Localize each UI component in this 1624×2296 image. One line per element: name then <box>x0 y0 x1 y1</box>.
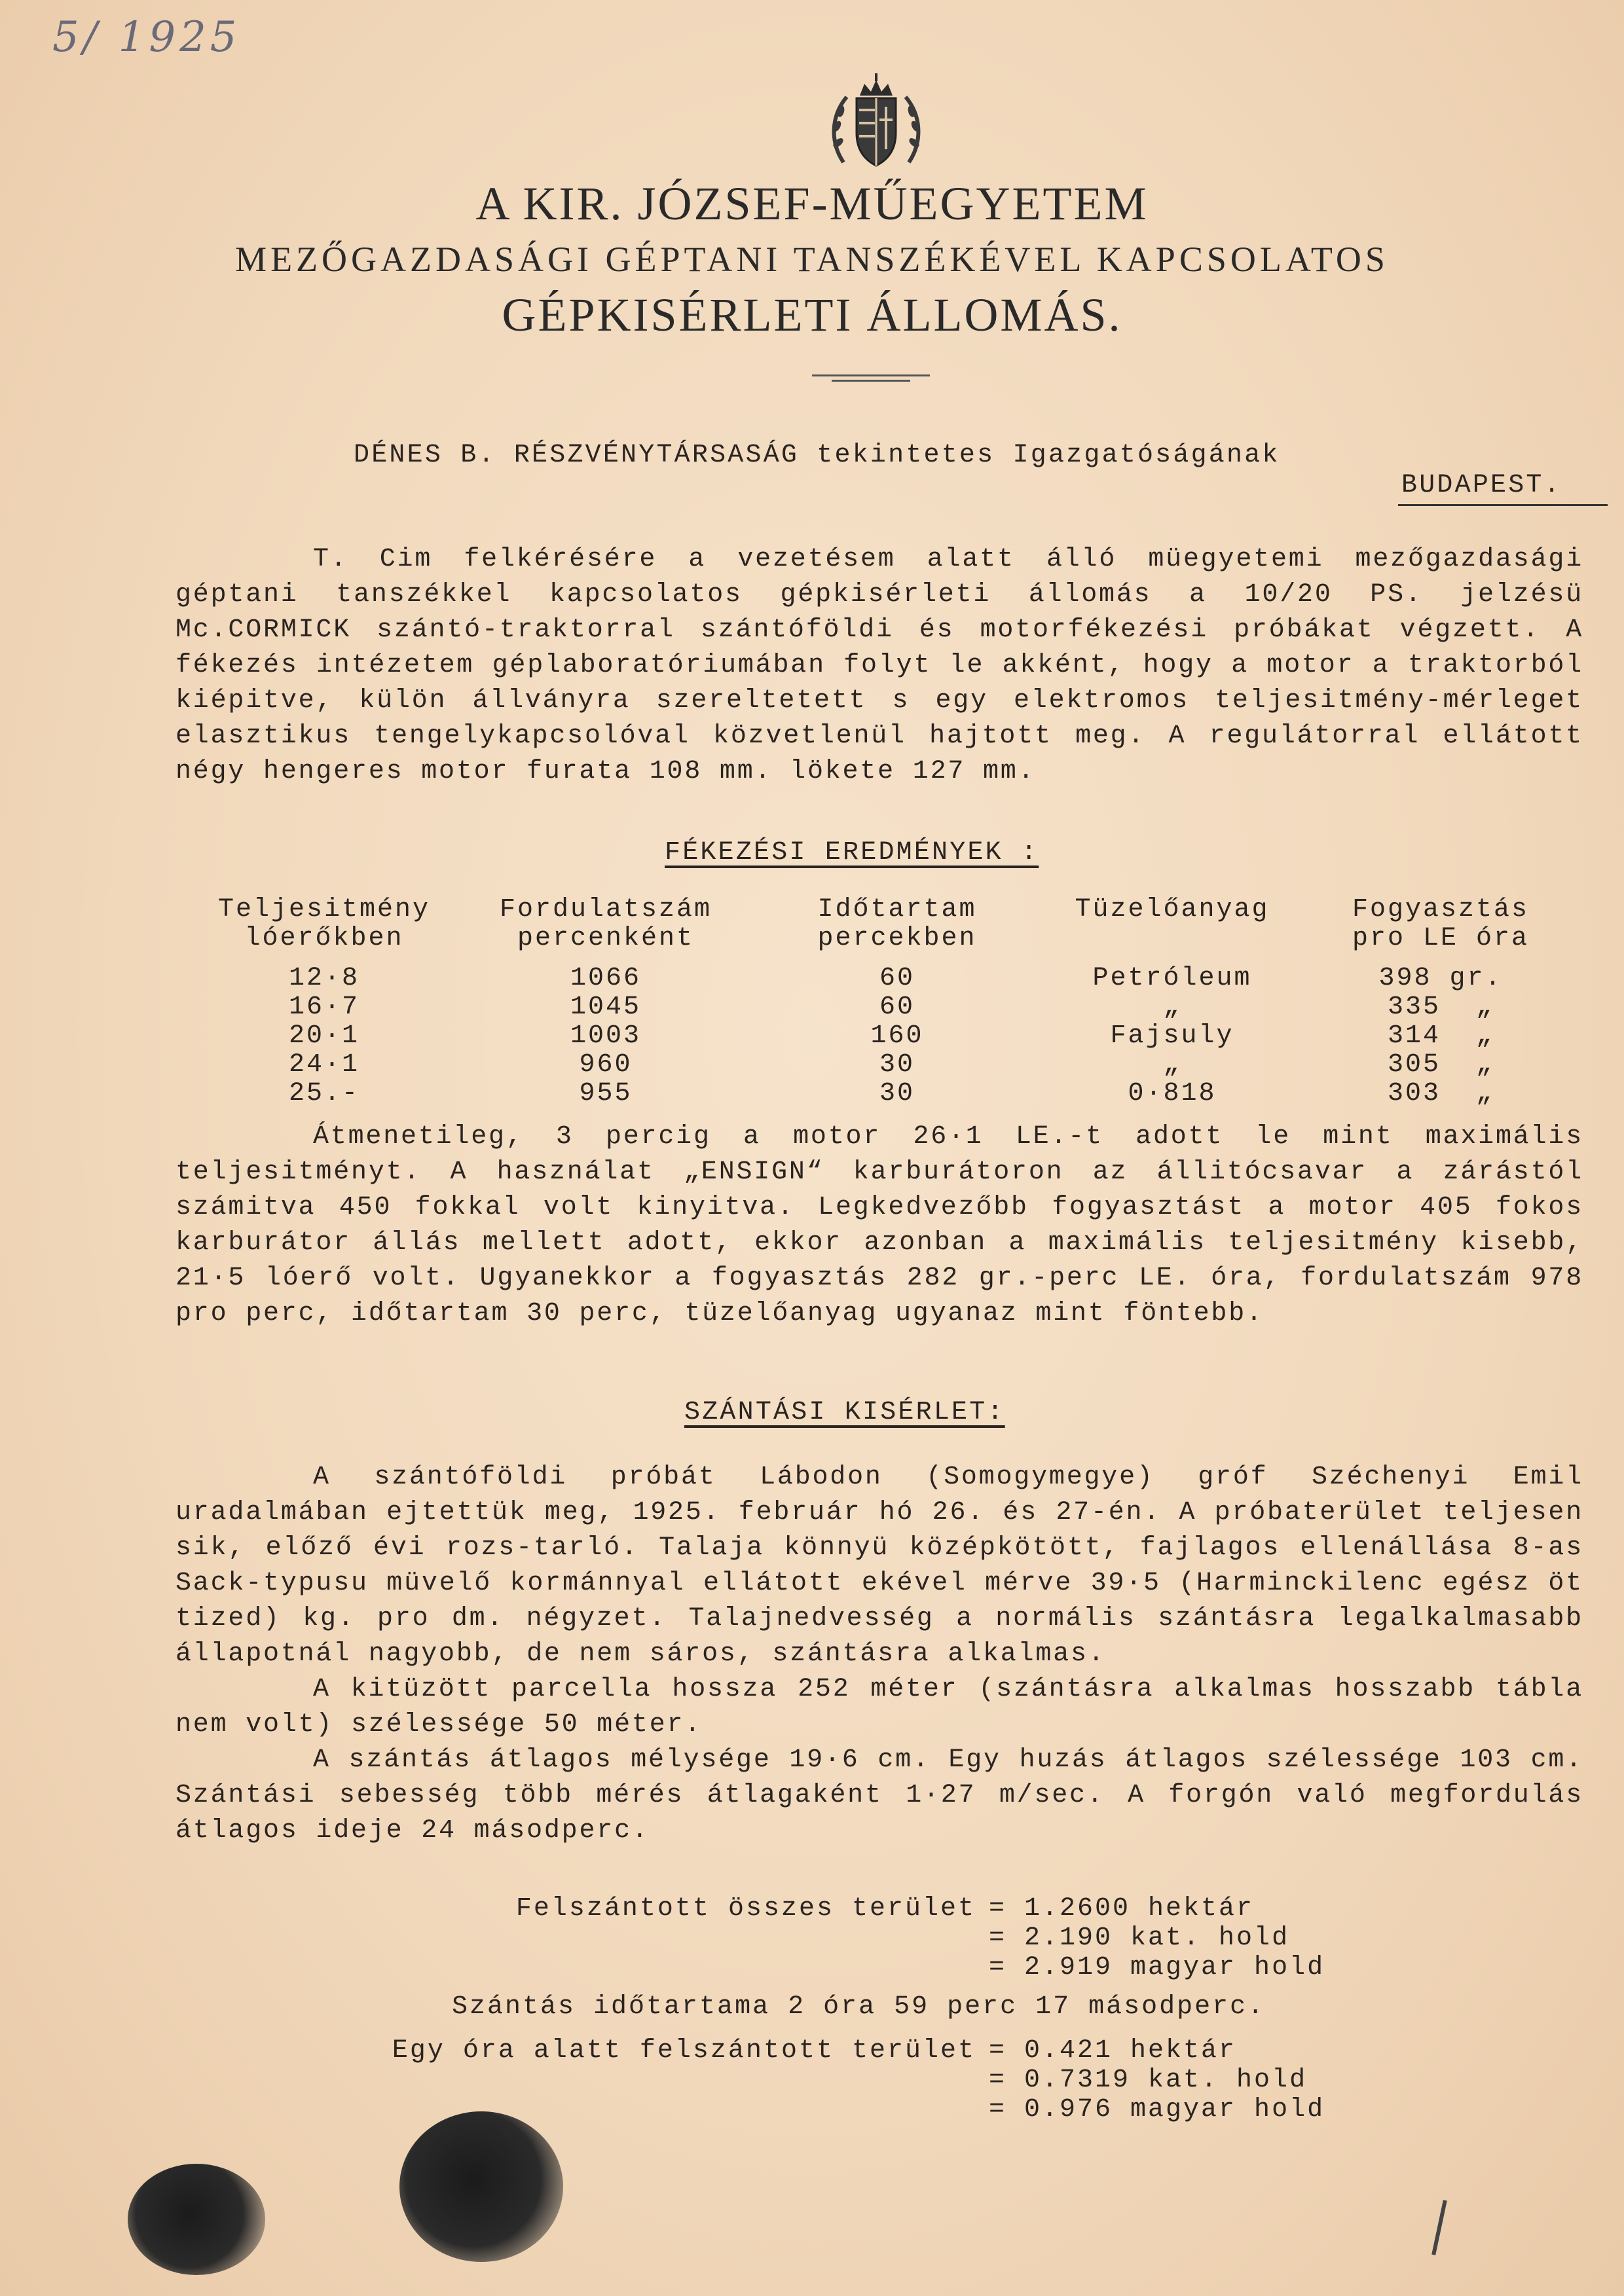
hourly-area-value-3: = 0.976 magyar hold <box>989 2095 1325 2124</box>
total-area-value-2: = 2.190 kat. hold <box>989 1923 1290 1953</box>
total-area-value-1: = 1.2600 hektár <box>989 1894 1255 1923</box>
cell-duration: 160 <box>870 1021 924 1051</box>
total-area-label: Felszántott összes terület <box>515 1894 976 1923</box>
addressee-name: DÉNES B. RÉSZVÉNYTÁRSASÁG tekintetes Igazgatóságának <box>354 441 1280 470</box>
header-performance: Teljesitmény lóerőkben <box>217 895 431 953</box>
ink-stain-right <box>399 2111 563 2262</box>
cell-performance: 20·1 <box>288 1021 360 1051</box>
table-row <box>196 1022 1572 1051</box>
cell-consumption: 314 „ <box>1387 1021 1494 1051</box>
cell-performance: 24·1 <box>288 1050 360 1080</box>
intro-paragraph: T. Cim felkérésére a vezetésem alatt álló müegyetemi mezőgazdasági géptani tanszékkel kapcsolatos gépkisérleti állomás a 10/20 PS. jelzésü Mc.CORMICK szántó-traktorral szántóföldi és motorfékezési próbákat végzett. A fékezés intézetem géplaboratóriumában folyt le akként, hogy a motor a traktorból kiépitve, külön állványra szereltetett s egy elektromos teljesitmény-mérleget elasztikus tengelykapcsolóval közvetlenül hajtott meg. A regulátorral ellátott négy hengeres motor furata 108 mm. lökete 127 mm. <box>175 545 1583 786</box>
cell-rpm: 955 <box>579 1079 633 1108</box>
plowing-paragraph-1: A szántóföldi próbát Lábodon (Somogymegye) gróf Széchenyi Emil uradalmában ejtettük meg, 1925. február hó 26. és 27-én. A próbaterület teljesen sik, előző évi rozs-tarló. Talaja könnyü középkötött, fajlagos ellenállása 8-as Sack-typusu müvelő kormánnyal ellátott ekével mérve 39·5 (Harminckilenc egész öt tized) kg. pro dm. négyzet. Talajnedvesség a normális szántásra legalkalmasabb állapotnál nagyobb, de nem sáros, szántásra alkalmas. <box>175 1463 1583 1669</box>
addressee-city: BUDAPEST. <box>1401 471 1562 500</box>
cell-duration: 60 <box>879 964 915 993</box>
table-row <box>196 1080 1572 1108</box>
cell-performance: 25.- <box>288 1079 360 1108</box>
divider-rule-short <box>832 380 910 382</box>
institution-line-1: A KIR. JÓZSEF-MŰEGYETEM <box>475 177 1149 230</box>
hourly-area-value-1: = 0.421 hektár <box>989 2036 1237 2066</box>
table-row <box>196 964 1572 993</box>
cell-consumption: 303 „ <box>1387 1079 1494 1108</box>
cell-duration: 60 <box>879 993 915 1022</box>
cell-performance: 16·7 <box>288 993 360 1022</box>
braking-results-title: FÉKEZÉSI EREDMÉNYEK : <box>665 838 1039 867</box>
institution-line-2: MEZŐGAZDASÁGI GÉPTANI TANSZÉKÉVEL KAPCSOLATOS <box>235 240 1389 279</box>
cell-rpm: 1003 <box>570 1021 641 1051</box>
cell-rpm: 1045 <box>570 993 641 1022</box>
cell-fuel: Fajsuly <box>1110 1021 1234 1051</box>
hourly-area-label: Egy óra alatt felszántott terület <box>392 2036 976 2066</box>
cell-consumption: 305 „ <box>1387 1050 1494 1080</box>
cell-fuel: Petróleum <box>1092 964 1252 993</box>
braking-results-data <box>196 964 1572 1108</box>
header-consumption: Fogyasztás pro LE óra <box>1352 895 1530 953</box>
city-underline <box>1398 504 1608 506</box>
braking-paragraph: Átmenetileg, 3 percig a motor 26·1 LE.-t adott le mint maximális teljesitményt. A használat „ENSIGN“ karburátoron az állitócsavar a zárástól számitva 450 fokkal volt kinyitva. Legkedvezőbb fogyasztást a motor 405 fokos karburátor állás mellett adott, ekkor azonban a maximális teljesitmény kisebb, 21·5 lóerő volt. Ugyanekkor a fogyasztás 282 gr.-perc LE. óra, fordulatszám 978 pro perc, időtartam 30 perc, tüzelőanyag ugyanaz mint föntebb. <box>175 1122 1583 1328</box>
cell-rpm: 1066 <box>570 964 641 993</box>
handwritten-note: 5/ 1925 <box>52 13 241 62</box>
cell-consumption: 335 „ <box>1387 993 1494 1022</box>
header-rpm: Fordulatszám percenként <box>499 895 712 953</box>
plowing-test-title: SZÁNTÁSI KISÉRLET: <box>684 1398 1005 1427</box>
table-row <box>196 993 1572 1022</box>
institution-line-3: GÉPKISÉRLETI ÁLLOMÁS. <box>502 289 1122 341</box>
header-duration: Időtartam percekben <box>817 895 977 953</box>
cell-duration: 30 <box>879 1079 915 1108</box>
cell-fuel: 0·818 <box>1128 1079 1217 1108</box>
plowing-paragraphs <box>175 1460 1583 1849</box>
cell-fuel: „ <box>1163 1050 1181 1080</box>
cell-performance: 12·8 <box>288 964 360 993</box>
total-area-value-3: = 2.919 magyar hold <box>989 1953 1325 1982</box>
table-row <box>196 1051 1572 1080</box>
ink-stain-left <box>128 2164 265 2275</box>
plowing-paragraph-3: A szántás átlagos mélysége 19·6 cm. Egy huzás átlagos szélessége 103 cm. Szántási sebesség több mérés átlagaként 1·27 m/sec. A forgón való megfordulás átlagos ideje 24 másodperc. <box>175 1745 1583 1846</box>
cell-rpm: 960 <box>579 1050 633 1080</box>
cell-consumption: 398 gr. <box>1378 964 1503 993</box>
cell-fuel: „ <box>1163 993 1181 1022</box>
header-fuel: Tüzelőanyag <box>1075 895 1270 924</box>
cell-duration: 30 <box>879 1050 915 1080</box>
coat-of-arms-emblem <box>824 71 929 175</box>
divider-rule <box>812 374 930 376</box>
hourly-area-value-2: = 0.7319 kat. hold <box>989 2066 1308 2095</box>
braking-results-table <box>196 896 1572 953</box>
table-header-row <box>196 896 1572 953</box>
plowing-duration: Szántás időtartama 2 óra 59 perc 17 másodperc. <box>452 1992 1266 2022</box>
plowing-paragraph-2: A kitüzött parcella hossza 252 méter (szántásra alkalmas hosszabb tábla nem volt) szélessége 50 méter. <box>175 1675 1583 1740</box>
